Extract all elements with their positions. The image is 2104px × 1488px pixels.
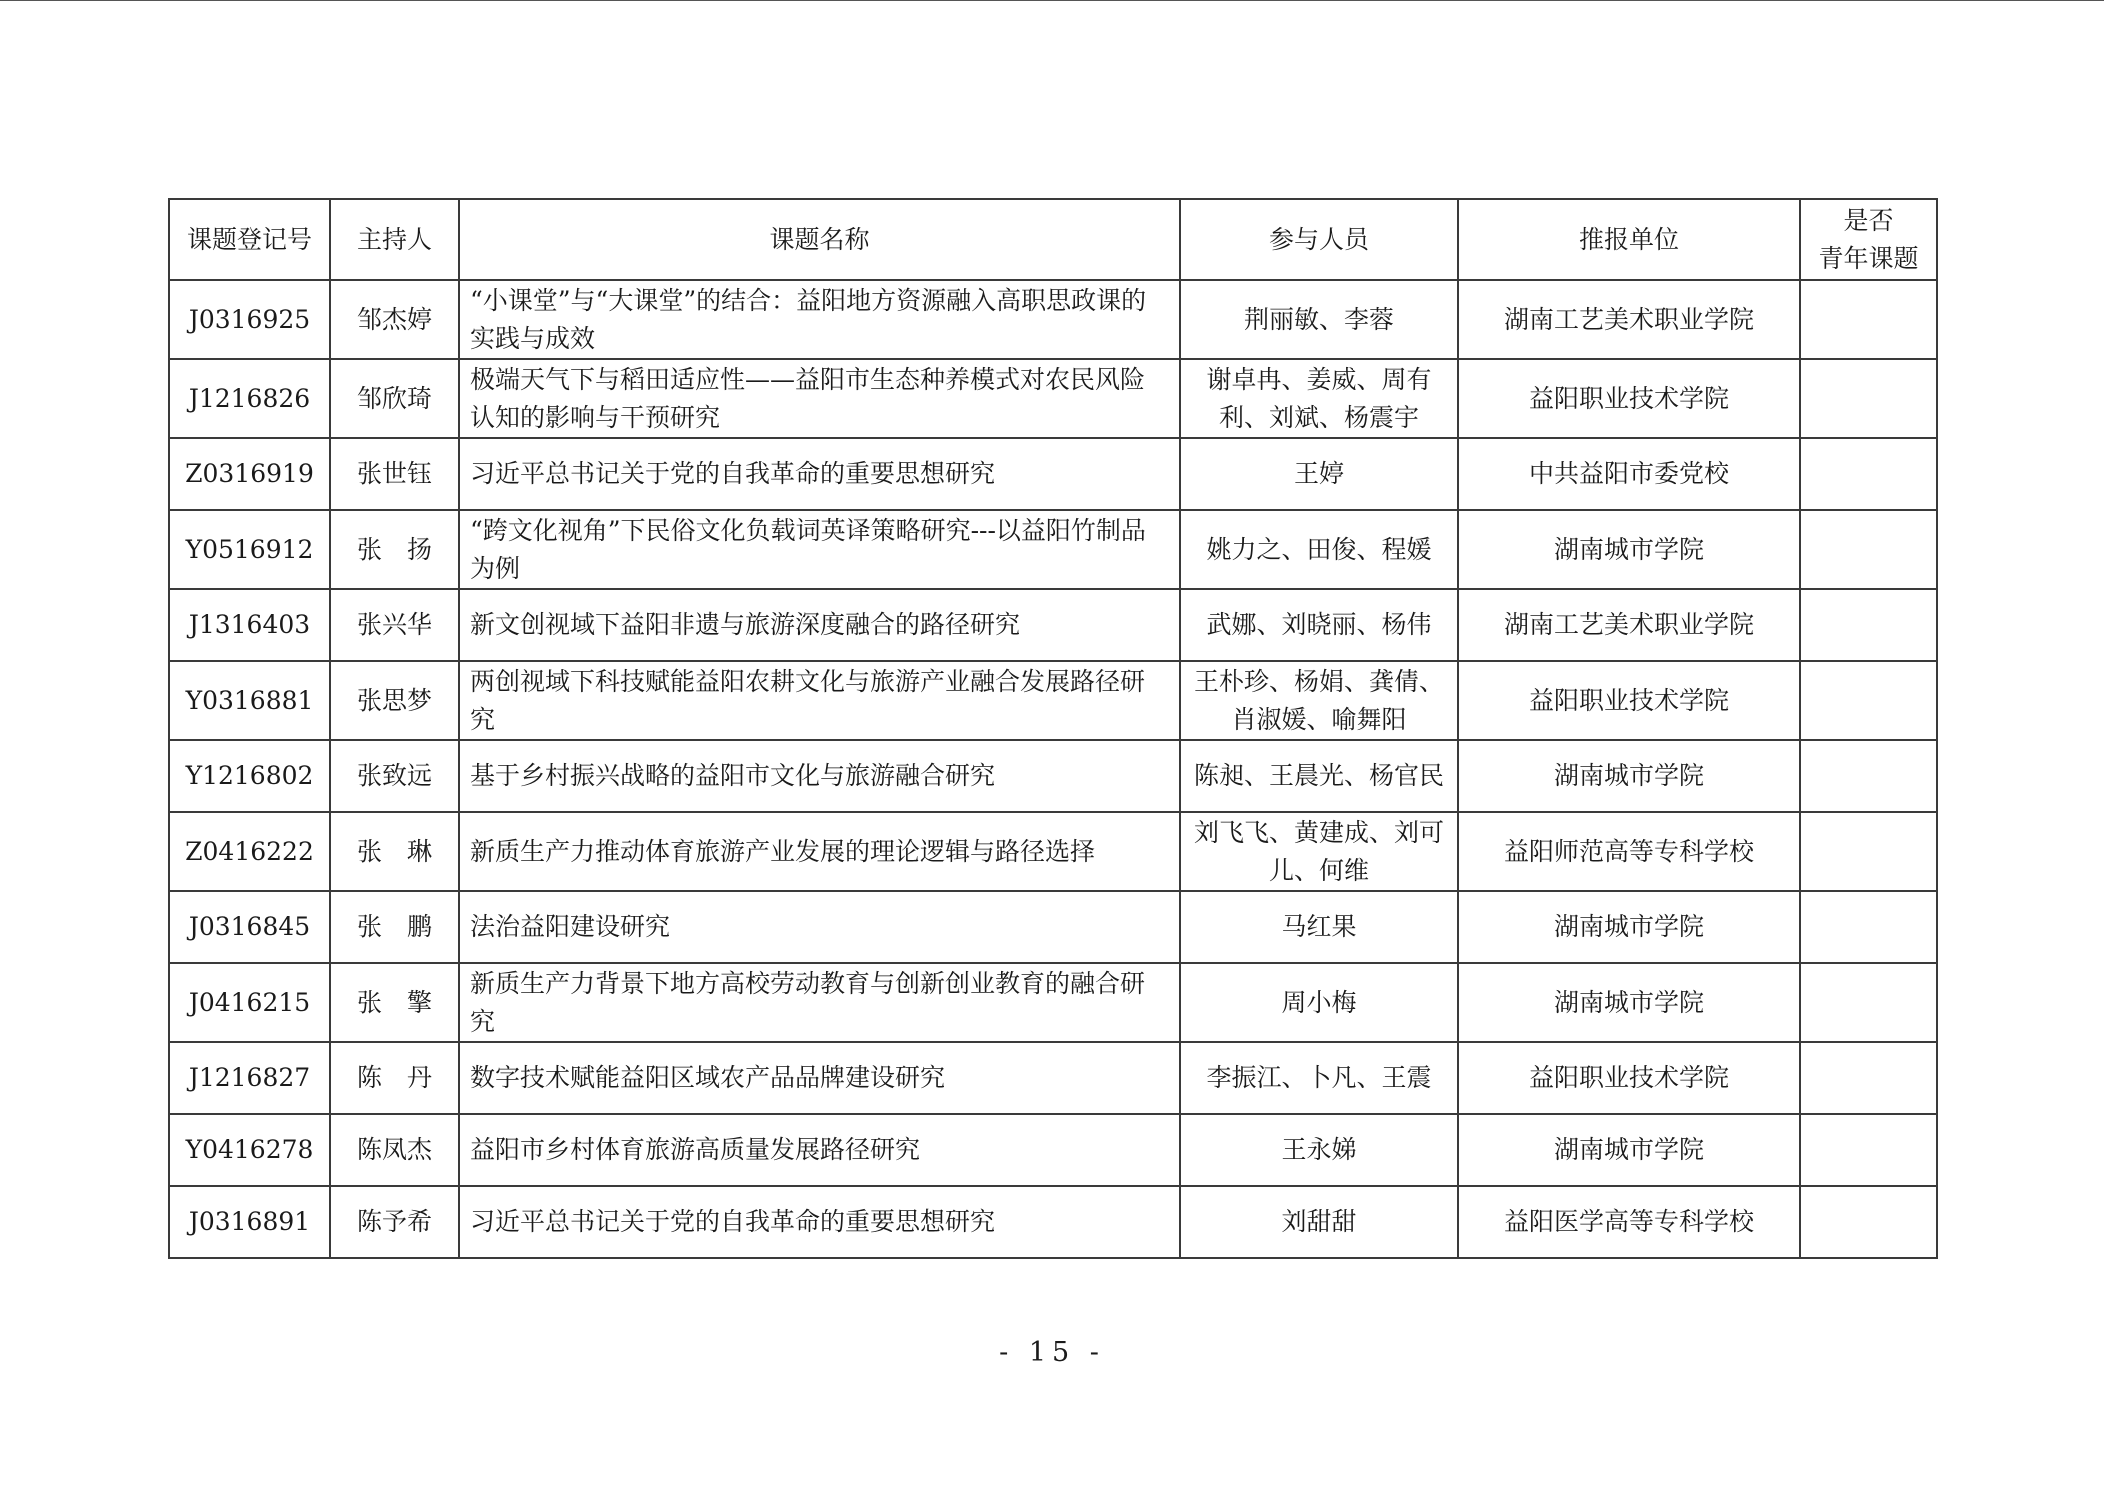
cell-title: 数字技术赋能益阳区域农产品品牌建设研究	[459, 1042, 1180, 1114]
cell-reg-no: Y0416278	[169, 1114, 330, 1186]
table-row	[169, 280, 1937, 359]
cell-members: 王朴珍、杨娟、龚倩、肖淑媛、喻舞阳	[1180, 661, 1458, 740]
cell-reg-no: Y0316881	[169, 661, 330, 740]
cell-youth	[1800, 1186, 1937, 1258]
table-row	[169, 1114, 1937, 1186]
cell-title: 习近平总书记关于党的自我革命的重要思想研究	[459, 1186, 1180, 1258]
cell-host: 张致远	[330, 740, 459, 812]
cell-host: 张世钰	[330, 438, 459, 510]
cell-youth	[1800, 740, 1937, 812]
table-row	[169, 891, 1937, 963]
cell-unit: 湖南城市学院	[1458, 510, 1800, 589]
cell-members: 武娜、刘晓丽、杨伟	[1180, 589, 1458, 661]
table-row	[169, 510, 1937, 589]
table-row	[169, 359, 1937, 438]
cell-members: 李振江、卜凡、王震	[1180, 1042, 1458, 1114]
cell-reg-no: J0316891	[169, 1186, 330, 1258]
cell-host: 陈凤杰	[330, 1114, 459, 1186]
cell-host: 张思梦	[330, 661, 459, 740]
cell-reg-no: Z0316919	[169, 438, 330, 510]
cell-unit: 益阳职业技术学院	[1458, 359, 1800, 438]
cell-youth	[1800, 963, 1937, 1042]
header-youth-line1: 是否	[1843, 205, 1894, 235]
cell-title: 习近平总书记关于党的自我革命的重要思想研究	[459, 438, 1180, 510]
cell-youth	[1800, 661, 1937, 740]
cell-unit: 湖南城市学院	[1458, 740, 1800, 812]
cell-reg-no: Y0516912	[169, 510, 330, 589]
cell-unit: 中共益阳市委党校	[1458, 438, 1800, 510]
cell-host: 陈予希	[330, 1186, 459, 1258]
cell-youth	[1800, 510, 1937, 589]
cell-host: 张 擎	[330, 963, 459, 1042]
cell-unit: 湖南城市学院	[1458, 1114, 1800, 1186]
table-row	[169, 438, 1937, 510]
table-row	[169, 589, 1937, 661]
cell-youth	[1800, 438, 1937, 510]
cell-title: 新质生产力背景下地方高校劳动教育与创新创业教育的融合研究	[459, 963, 1180, 1042]
cell-unit: 益阳师范高等专科学校	[1458, 812, 1800, 891]
cell-reg-no: J1216827	[169, 1042, 330, 1114]
cell-reg-no: Y1216802	[169, 740, 330, 812]
cell-unit: 湖南工艺美术职业学院	[1458, 589, 1800, 661]
cell-title: “小课堂”与“大课堂”的结合：益阳地方资源融入高职思政课的实践与成效	[459, 280, 1180, 359]
table-row	[169, 1186, 1937, 1258]
table-row	[169, 661, 1937, 740]
cell-reg-no: J1316403	[169, 589, 330, 661]
cell-title: “跨文化视角”下民俗文化负载词英译策略研究---以益阳竹制品为例	[459, 510, 1180, 589]
cell-reg-no: J0316845	[169, 891, 330, 963]
cell-members: 王婷	[1180, 438, 1458, 510]
header-members: 参与人员	[1180, 199, 1458, 280]
cell-unit: 益阳职业技术学院	[1458, 1042, 1800, 1114]
page-number: - 15 -	[999, 1337, 1105, 1368]
cell-youth	[1800, 1114, 1937, 1186]
cell-host: 张兴华	[330, 589, 459, 661]
cell-reg-no: J0316925	[169, 280, 330, 359]
cell-unit: 湖南城市学院	[1458, 963, 1800, 1042]
cell-members: 王永娣	[1180, 1114, 1458, 1186]
cell-host: 邹杰婷	[330, 280, 459, 359]
table-row	[169, 963, 1937, 1042]
table-row	[169, 740, 1937, 812]
table-row	[169, 812, 1937, 891]
cell-youth	[1800, 1042, 1937, 1114]
header-title: 课题名称	[459, 199, 1180, 280]
header-youth	[1800, 199, 1937, 280]
project-table	[168, 198, 1938, 1259]
cell-members: 姚力之、田俊、程媛	[1180, 510, 1458, 589]
cell-youth	[1800, 891, 1937, 963]
cell-unit: 益阳医学高等专科学校	[1458, 1186, 1800, 1258]
cell-youth	[1800, 589, 1937, 661]
cell-members: 马红果	[1180, 891, 1458, 963]
cell-members: 刘飞飞、黄建成、刘可儿、何维	[1180, 812, 1458, 891]
cell-host: 张 琳	[330, 812, 459, 891]
cell-host: 陈 丹	[330, 1042, 459, 1114]
cell-title: 两创视域下科技赋能益阳农耕文化与旅游产业融合发展路径研究	[459, 661, 1180, 740]
cell-unit: 湖南城市学院	[1458, 891, 1800, 963]
header-youth-line2: 青年课题	[1818, 243, 1919, 273]
cell-youth	[1800, 280, 1937, 359]
cell-title: 新质生产力推动体育旅游产业发展的理论逻辑与路径选择	[459, 812, 1180, 891]
header-unit: 推报单位	[1458, 199, 1800, 280]
cell-members: 陈昶、王晨光、杨官民	[1180, 740, 1458, 812]
cell-members: 周小梅	[1180, 963, 1458, 1042]
cell-reg-no: Z0416222	[169, 812, 330, 891]
cell-unit: 益阳职业技术学院	[1458, 661, 1800, 740]
cell-title: 新文创视域下益阳非遗与旅游深度融合的路径研究	[459, 589, 1180, 661]
cell-title: 基于乡村振兴战略的益阳市文化与旅游融合研究	[459, 740, 1180, 812]
cell-host: 张 扬	[330, 510, 459, 589]
cell-title: 极端天气下与稻田适应性——益阳市生态种养模式对农民风险认知的影响与干预研究	[459, 359, 1180, 438]
header-host: 主持人	[330, 199, 459, 280]
cell-unit: 湖南工艺美术职业学院	[1458, 280, 1800, 359]
cell-reg-no: J1216826	[169, 359, 330, 438]
cell-members: 谢卓冉、姜威、周有利、刘斌、杨震宇	[1180, 359, 1458, 438]
cell-youth	[1800, 812, 1937, 891]
cell-host: 邹欣琦	[330, 359, 459, 438]
table-row	[169, 1042, 1937, 1114]
cell-host: 张 鹏	[330, 891, 459, 963]
cell-members: 刘甜甜	[1180, 1186, 1458, 1258]
cell-youth	[1800, 359, 1937, 438]
cell-title: 法治益阳建设研究	[459, 891, 1180, 963]
cell-reg-no: J0416215	[169, 963, 330, 1042]
cell-members: 荆丽敏、李蓉	[1180, 280, 1458, 359]
top-border-line	[0, 0, 2104, 1]
cell-title: 益阳市乡村体育旅游高质量发展路径研究	[459, 1114, 1180, 1186]
header-reg-no: 课题登记号	[169, 199, 330, 280]
table-header-row	[169, 199, 1937, 280]
